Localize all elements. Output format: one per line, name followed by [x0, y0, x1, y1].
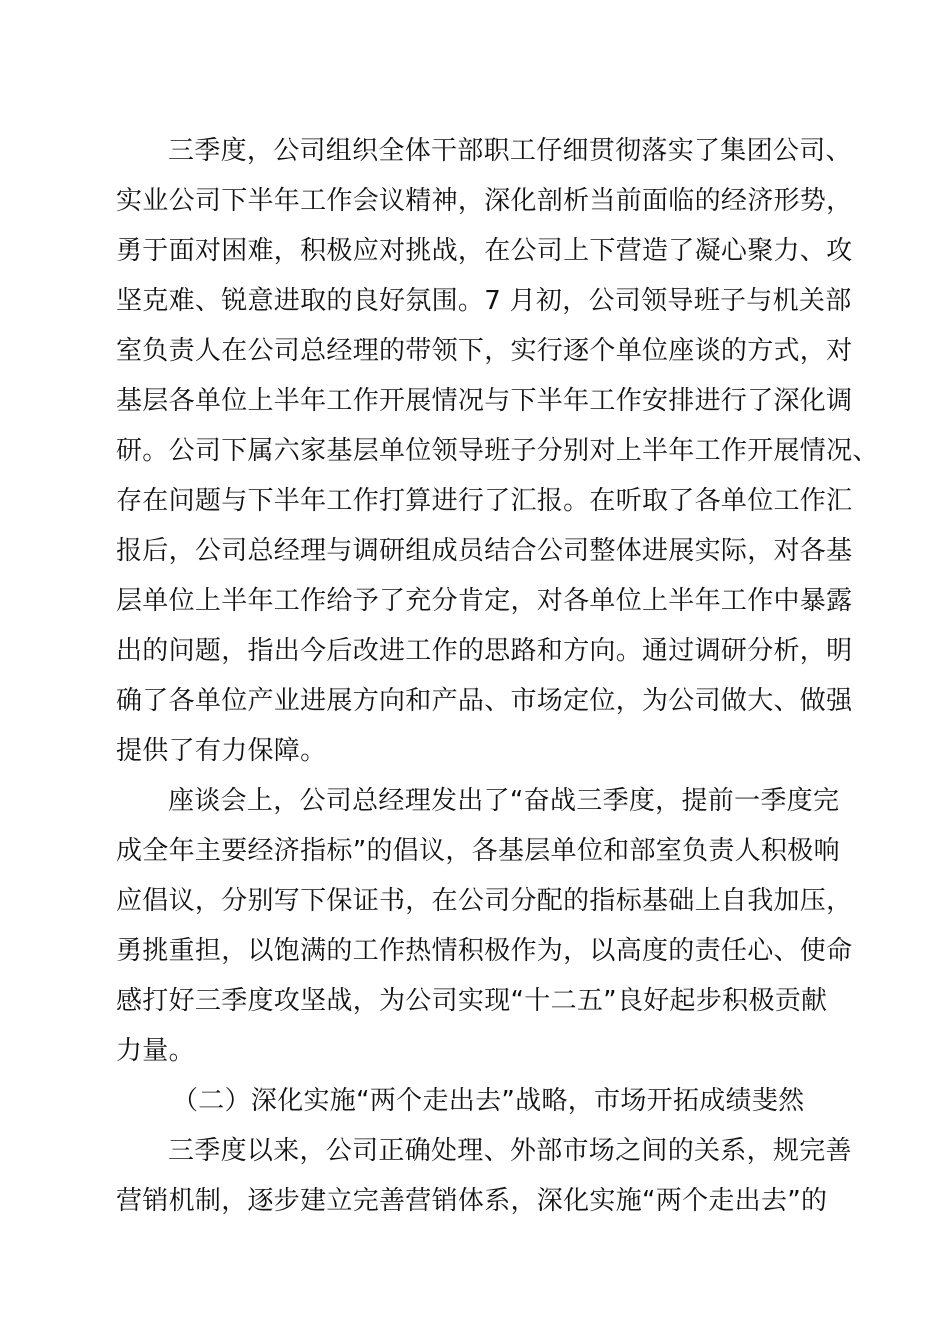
paragraph-2-line-4: 勇挑重担，以饱满的工作热情积极作为，以高度的责任心、使命: [116, 936, 853, 966]
paragraph-2-line-5: 感打好三季度攻坚战，为公司实现“十二五”良好起步积极贡献: [116, 986, 828, 1016]
paragraph-1-line-13: 提供了有力保障。: [116, 736, 327, 766]
document-body: [116, 126, 879, 1226]
paragraph-1-line-6: 基层各单位上半年工作开展情况与下半年工作安排进行了深化调: [116, 386, 853, 416]
paragraph-1-line-2: 实业公司下半年工作会议精神，深化剖析当前面临的经济形势，: [116, 186, 853, 216]
paragraph-1-line-1: 三季度，公司组织全体干部职工仔细贯彻落实了集团公司、: [168, 136, 852, 166]
paragraph-3-line-2: 营销机制，逐步建立完善营销体系，深化实施“两个走出去”的: [116, 1186, 828, 1216]
paragraph-1-line-3: 勇于面对困难，积极应对挑战，在公司上下营造了凝心聚力、攻: [116, 236, 853, 266]
paragraph-1-line-5: 室负责人在公司总经理的带领下，实行逐个单位座谈的方式，对: [116, 336, 853, 366]
paragraph-3-line-1: 三季度以来，公司正确处理、外部市场之间的关系，规完善: [168, 1136, 852, 1166]
paragraph-1-line-4: 坚克难、锐意进取的良好氛围。7 月初，公司领导班子与机关部: [116, 286, 852, 316]
paragraph-1-line-11: 出的问题，指出今后改进工作的思路和方向。通过调研分析，明: [116, 636, 853, 666]
paragraph-2-line-6: 力量。: [116, 1036, 195, 1066]
paragraph-1-line-10: 层单位上半年工作给予了充分肯定，对各单位上半年工作中暴露: [116, 586, 853, 616]
section-heading: （二）深化实施“两个走出去”战略，市场开拓成绩斐然: [172, 1086, 805, 1116]
paragraph-2-line-1: 座谈会上，公司总经理发出了“奋战三季度，提前一季度完: [168, 786, 840, 816]
paragraph-1-line-7: 研。公司下属六家基层单位领导班子分别对上半年工作开展情况、: [116, 436, 879, 466]
paragraph-2-line-3: 应倡议，分别写下保证书，在公司分配的指标基础上自我加压，: [116, 886, 853, 916]
paragraph-1-line-12: 确了各单位产业进展方向和产品、市场定位，为公司做大、做强: [116, 686, 853, 716]
paragraph-1-line-9: 报后，公司总经理与调研组成员结合公司整体进展实际，对各基: [116, 536, 853, 566]
paragraph-2-line-2: 成全年主要经济指标”的倡议，各基层单位和部室负责人积极响: [116, 836, 840, 866]
paragraph-1-line-8: 存在问题与下半年工作打算进行了汇报。在听取了各单位工作汇: [116, 486, 853, 516]
